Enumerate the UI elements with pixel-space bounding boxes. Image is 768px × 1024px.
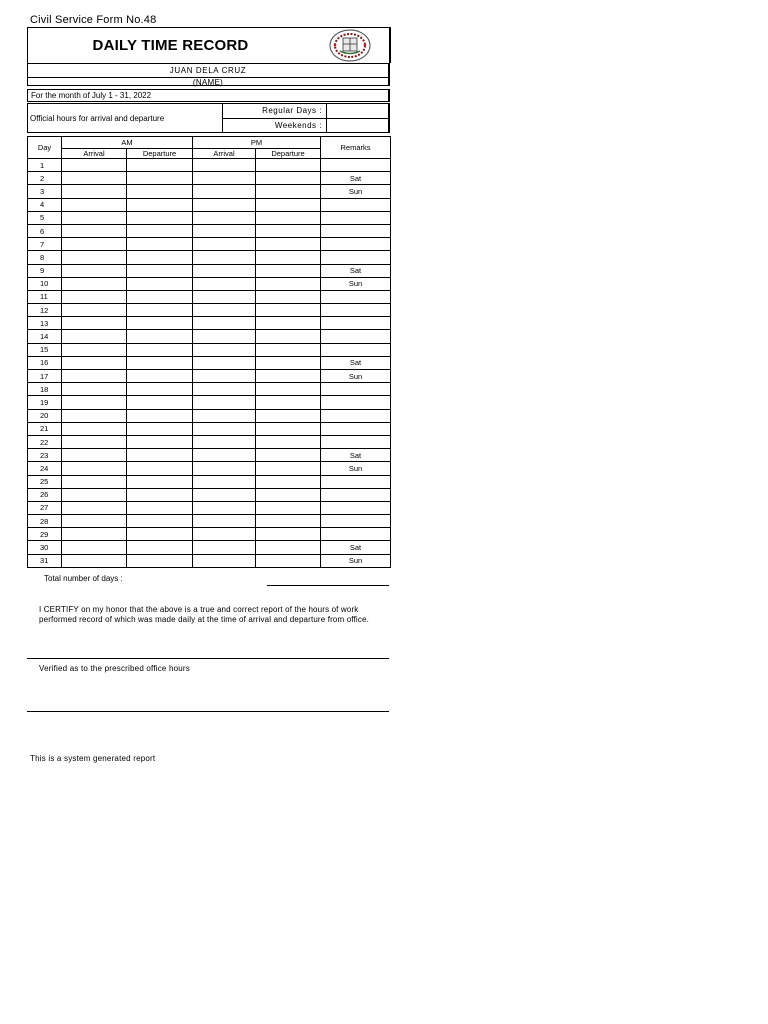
pm-arrival-cell[interactable] xyxy=(193,449,256,462)
total-days-line xyxy=(267,585,389,586)
pm-departure-cell[interactable] xyxy=(256,396,321,409)
official-hours-box xyxy=(27,103,390,133)
am-arrival-cell[interactable] xyxy=(62,290,127,303)
am-departure-cell[interactable] xyxy=(127,422,193,435)
am-arrival-cell[interactable] xyxy=(62,330,127,343)
remarks-cell xyxy=(321,515,391,528)
remarks-cell xyxy=(321,343,391,356)
table-row xyxy=(28,264,391,277)
remarks-cell: Sun xyxy=(321,554,391,567)
pm-arrival-cell[interactable] xyxy=(193,290,256,303)
remarks-cell xyxy=(321,528,391,541)
table-row xyxy=(28,541,391,554)
pm-departure-cell[interactable] xyxy=(256,330,321,343)
remarks-cell xyxy=(321,211,391,224)
am-departure-cell[interactable] xyxy=(127,251,193,264)
remarks-cell: Sat xyxy=(321,449,391,462)
am-departure-cell[interactable] xyxy=(127,172,193,185)
pm-arrival-cell[interactable] xyxy=(193,475,256,488)
table-row xyxy=(28,422,391,435)
remarks-cell: Sun xyxy=(321,462,391,475)
table-row xyxy=(28,501,391,514)
day-number: 14 xyxy=(28,330,62,343)
day-number: 27 xyxy=(28,501,62,514)
day-number: 4 xyxy=(28,198,62,211)
pm-departure-cell[interactable] xyxy=(256,462,321,475)
day-number: 30 xyxy=(28,541,62,554)
table-row xyxy=(28,290,391,303)
pm-arrival-cell[interactable] xyxy=(193,198,256,211)
pm-arrival-cell[interactable] xyxy=(193,488,256,501)
pm-departure-cell[interactable] xyxy=(256,515,321,528)
am-departure-cell[interactable] xyxy=(127,475,193,488)
am-departure-cell[interactable] xyxy=(127,238,193,251)
pm-departure-cell[interactable] xyxy=(256,554,321,567)
remarks-cell: Sat xyxy=(321,172,391,185)
day-number: 29 xyxy=(28,528,62,541)
day-number: 7 xyxy=(28,238,62,251)
am-departure-cell[interactable] xyxy=(127,435,193,448)
remarks-cell xyxy=(321,422,391,435)
pm-departure-cell[interactable] xyxy=(256,251,321,264)
am-arrival-cell[interactable] xyxy=(62,356,127,369)
table-row xyxy=(28,370,391,383)
pm-arrival-cell[interactable] xyxy=(193,356,256,369)
pm-departure-cell[interactable] xyxy=(256,198,321,211)
name-caption: (NAME) xyxy=(192,78,224,87)
pm-departure-cell[interactable] xyxy=(256,528,321,541)
am-arrival-cell[interactable] xyxy=(62,501,127,514)
pm-departure-cell[interactable] xyxy=(256,422,321,435)
pm-arrival-cell[interactable] xyxy=(193,396,256,409)
table-row xyxy=(28,224,391,237)
pm-arrival-header: Arrival xyxy=(193,149,256,159)
remarks-cell xyxy=(321,435,391,448)
am-departure-cell[interactable] xyxy=(127,343,193,356)
official-hours-label: Official hours for arrival and departure xyxy=(30,114,165,123)
am-arrival-header: Arrival xyxy=(62,149,127,159)
am-arrival-cell[interactable] xyxy=(62,475,127,488)
table-row xyxy=(28,409,391,422)
day-number: 12 xyxy=(28,304,62,317)
am-departure-cell[interactable] xyxy=(127,501,193,514)
pm-departure-cell[interactable] xyxy=(256,356,321,369)
pm-header: PM xyxy=(193,137,321,149)
am-departure-cell[interactable] xyxy=(127,185,193,198)
pm-departure-cell[interactable] xyxy=(256,277,321,290)
day-number: 6 xyxy=(28,224,62,237)
pm-departure-header: Departure xyxy=(256,149,321,159)
remarks-cell: Sun xyxy=(321,277,391,290)
day-number: 18 xyxy=(28,383,62,396)
table-row xyxy=(28,211,391,224)
day-number: 28 xyxy=(28,515,62,528)
pm-departure-cell[interactable] xyxy=(256,541,321,554)
am-arrival-cell[interactable] xyxy=(62,554,127,567)
am-header: AM xyxy=(62,137,193,149)
day-number: 31 xyxy=(28,554,62,567)
am-arrival-cell[interactable] xyxy=(62,277,127,290)
pm-departure-cell[interactable] xyxy=(256,501,321,514)
day-number: 15 xyxy=(28,343,62,356)
remarks-cell: Sun xyxy=(321,185,391,198)
form-number: Civil Service Form No.48 xyxy=(30,14,157,26)
title-box xyxy=(27,27,391,63)
remarks-cell xyxy=(321,501,391,514)
table-row xyxy=(28,435,391,448)
am-departure-cell[interactable] xyxy=(127,290,193,303)
table-row xyxy=(28,304,391,317)
day-number: 8 xyxy=(28,251,62,264)
am-arrival-cell[interactable] xyxy=(62,449,127,462)
pm-departure-cell[interactable] xyxy=(256,475,321,488)
day-number: 2 xyxy=(28,172,62,185)
remarks-cell xyxy=(321,409,391,422)
table-row xyxy=(28,475,391,488)
pm-arrival-cell[interactable] xyxy=(193,159,256,172)
pm-arrival-cell[interactable] xyxy=(193,264,256,277)
am-departure-cell[interactable] xyxy=(127,515,193,528)
pm-arrival-cell[interactable] xyxy=(193,277,256,290)
table-row xyxy=(28,396,391,409)
table-row xyxy=(28,383,391,396)
pm-arrival-cell[interactable] xyxy=(193,501,256,514)
regular-days-label: Regular Days : xyxy=(262,106,322,115)
table-row xyxy=(28,330,391,343)
pm-departure-cell[interactable] xyxy=(256,409,321,422)
pm-arrival-cell[interactable] xyxy=(193,211,256,224)
time-record-rows xyxy=(28,159,391,568)
am-departure-cell[interactable] xyxy=(127,554,193,567)
employee-name: JUAN DELA CRUZ xyxy=(169,66,247,75)
am-arrival-cell[interactable] xyxy=(62,304,127,317)
day-number: 24 xyxy=(28,462,62,475)
remarks-cell xyxy=(321,396,391,409)
name-row xyxy=(27,63,390,86)
total-days-label: Total number of days : xyxy=(44,574,123,583)
seal-logo-icon xyxy=(326,29,374,62)
remarks-cell: Sat xyxy=(321,264,391,277)
am-arrival-cell[interactable] xyxy=(62,159,127,172)
am-departure-cell[interactable] xyxy=(127,264,193,277)
am-departure-cell[interactable] xyxy=(127,488,193,501)
pm-arrival-cell[interactable] xyxy=(193,304,256,317)
remarks-cell xyxy=(321,475,391,488)
am-departure-cell[interactable] xyxy=(127,211,193,224)
am-departure-cell[interactable] xyxy=(127,198,193,211)
am-arrival-cell[interactable] xyxy=(62,198,127,211)
am-departure-cell[interactable] xyxy=(127,370,193,383)
pm-arrival-cell[interactable] xyxy=(193,435,256,448)
am-arrival-cell[interactable] xyxy=(62,317,127,330)
pm-arrival-cell[interactable] xyxy=(193,317,256,330)
day-number: 23 xyxy=(28,449,62,462)
day-number: 1 xyxy=(28,159,62,172)
am-departure-cell[interactable] xyxy=(127,356,193,369)
pm-arrival-cell[interactable] xyxy=(193,409,256,422)
day-number: 13 xyxy=(28,317,62,330)
pm-departure-cell[interactable] xyxy=(256,383,321,396)
pm-arrival-cell[interactable] xyxy=(193,422,256,435)
table-row xyxy=(28,515,391,528)
table-row xyxy=(28,528,391,541)
remarks-cell: Sun xyxy=(321,370,391,383)
am-arrival-cell[interactable] xyxy=(62,370,127,383)
am-arrival-cell[interactable] xyxy=(62,396,127,409)
table-row xyxy=(28,462,391,475)
am-arrival-cell[interactable] xyxy=(62,172,127,185)
pm-arrival-cell[interactable] xyxy=(193,515,256,528)
am-arrival-cell[interactable] xyxy=(62,211,127,224)
pm-departure-cell[interactable] xyxy=(256,290,321,303)
pm-departure-cell[interactable] xyxy=(256,224,321,237)
day-header: Day xyxy=(28,137,62,159)
table-row xyxy=(28,277,391,290)
pm-arrival-cell[interactable] xyxy=(193,383,256,396)
verified-text: Verified as to the prescribed office hours xyxy=(39,664,191,673)
am-arrival-cell[interactable] xyxy=(62,488,127,501)
pm-arrival-cell[interactable] xyxy=(193,528,256,541)
verifier-signature-line xyxy=(27,711,389,712)
table-row xyxy=(28,317,391,330)
pm-departure-cell[interactable] xyxy=(256,317,321,330)
pm-arrival-cell[interactable] xyxy=(193,251,256,264)
am-arrival-cell[interactable] xyxy=(62,251,127,264)
pm-departure-cell[interactable] xyxy=(256,185,321,198)
day-number: 21 xyxy=(28,422,62,435)
pm-departure-cell[interactable] xyxy=(256,238,321,251)
time-record-table xyxy=(27,136,391,568)
pm-departure-cell[interactable] xyxy=(256,449,321,462)
table-row xyxy=(28,343,391,356)
day-number: 5 xyxy=(28,211,62,224)
pm-arrival-cell[interactable] xyxy=(193,343,256,356)
weekends-label: Weekends : xyxy=(274,121,322,130)
pm-arrival-cell[interactable] xyxy=(193,330,256,343)
am-arrival-cell[interactable] xyxy=(62,264,127,277)
pm-departure-cell[interactable] xyxy=(256,370,321,383)
am-arrival-cell[interactable] xyxy=(62,409,127,422)
pm-arrival-cell[interactable] xyxy=(193,172,256,185)
am-departure-cell[interactable] xyxy=(127,462,193,475)
table-row xyxy=(28,251,391,264)
am-departure-cell[interactable] xyxy=(127,224,193,237)
am-departure-cell[interactable] xyxy=(127,304,193,317)
pm-departure-cell[interactable] xyxy=(256,172,321,185)
pm-departure-cell[interactable] xyxy=(256,343,321,356)
remarks-cell xyxy=(321,251,391,264)
day-number: 10 xyxy=(28,277,62,290)
am-departure-cell[interactable] xyxy=(127,449,193,462)
am-arrival-cell[interactable] xyxy=(62,185,127,198)
pm-departure-cell[interactable] xyxy=(256,488,321,501)
remarks-cell xyxy=(321,304,391,317)
remarks-cell xyxy=(321,317,391,330)
divider xyxy=(222,118,389,119)
remarks-cell xyxy=(321,383,391,396)
table-row xyxy=(28,238,391,251)
month-row: For the month of July 1 - 31, 2022 xyxy=(27,89,390,102)
signature-line xyxy=(27,658,389,659)
am-departure-cell[interactable] xyxy=(127,277,193,290)
am-departure-header: Departure xyxy=(127,149,193,159)
am-departure-cell[interactable] xyxy=(127,383,193,396)
am-departure-cell[interactable] xyxy=(127,396,193,409)
am-departure-cell[interactable] xyxy=(127,541,193,554)
am-departure-cell[interactable] xyxy=(127,330,193,343)
am-arrival-cell[interactable] xyxy=(62,383,127,396)
table-row xyxy=(28,449,391,462)
table-row xyxy=(28,554,391,567)
day-number: 9 xyxy=(28,264,62,277)
day-number: 11 xyxy=(28,290,62,303)
certification-text: I CERTIFY on my honor that the above is a true and correct report of the hours of work performed record of which was made daily at the time of arrival and departure from office. xyxy=(39,605,369,624)
pm-departure-cell[interactable] xyxy=(256,435,321,448)
am-arrival-cell[interactable] xyxy=(62,224,127,237)
day-number: 16 xyxy=(28,356,62,369)
pm-departure-cell[interactable] xyxy=(256,264,321,277)
am-departure-cell[interactable] xyxy=(127,528,193,541)
pm-arrival-cell[interactable] xyxy=(193,554,256,567)
remarks-cell xyxy=(321,330,391,343)
remarks-cell xyxy=(321,488,391,501)
am-arrival-cell[interactable] xyxy=(62,541,127,554)
am-arrival-cell[interactable] xyxy=(62,343,127,356)
pm-arrival-cell[interactable] xyxy=(193,541,256,554)
am-arrival-cell[interactable] xyxy=(62,462,127,475)
remarks-header: Remarks xyxy=(321,137,391,159)
remarks-cell xyxy=(321,159,391,172)
remarks-cell xyxy=(321,238,391,251)
am-arrival-cell[interactable] xyxy=(62,238,127,251)
form-title: DAILY TIME RECORD xyxy=(92,37,249,54)
remarks-cell xyxy=(321,198,391,211)
am-arrival-cell[interactable] xyxy=(62,515,127,528)
day-number: 25 xyxy=(28,475,62,488)
pm-arrival-cell[interactable] xyxy=(193,238,256,251)
am-arrival-cell[interactable] xyxy=(62,435,127,448)
remarks-cell: Sat xyxy=(321,356,391,369)
table-row xyxy=(28,185,391,198)
am-departure-cell[interactable] xyxy=(127,317,193,330)
remarks-cell xyxy=(321,290,391,303)
day-number: 20 xyxy=(28,409,62,422)
remarks-cell: Sat xyxy=(321,541,391,554)
am-arrival-cell[interactable] xyxy=(62,528,127,541)
day-number: 19 xyxy=(28,396,62,409)
pm-arrival-cell[interactable] xyxy=(193,185,256,198)
pm-departure-cell[interactable] xyxy=(256,304,321,317)
table-row xyxy=(28,172,391,185)
pm-departure-cell[interactable] xyxy=(256,159,321,172)
am-departure-cell[interactable] xyxy=(127,409,193,422)
divider xyxy=(326,104,327,132)
day-number: 3 xyxy=(28,185,62,198)
pm-arrival-cell[interactable] xyxy=(193,224,256,237)
day-number: 17 xyxy=(28,370,62,383)
pm-departure-cell[interactable] xyxy=(256,211,321,224)
am-departure-cell[interactable] xyxy=(127,159,193,172)
table-row xyxy=(28,356,391,369)
table-row xyxy=(28,159,391,172)
table-row xyxy=(28,488,391,501)
pm-arrival-cell[interactable] xyxy=(193,370,256,383)
am-arrival-cell[interactable] xyxy=(62,422,127,435)
table-row xyxy=(28,198,391,211)
pm-arrival-cell[interactable] xyxy=(193,462,256,475)
day-number: 26 xyxy=(28,488,62,501)
remarks-cell xyxy=(321,224,391,237)
day-number: 22 xyxy=(28,435,62,448)
system-generated-note: This is a system generated report xyxy=(30,754,156,763)
